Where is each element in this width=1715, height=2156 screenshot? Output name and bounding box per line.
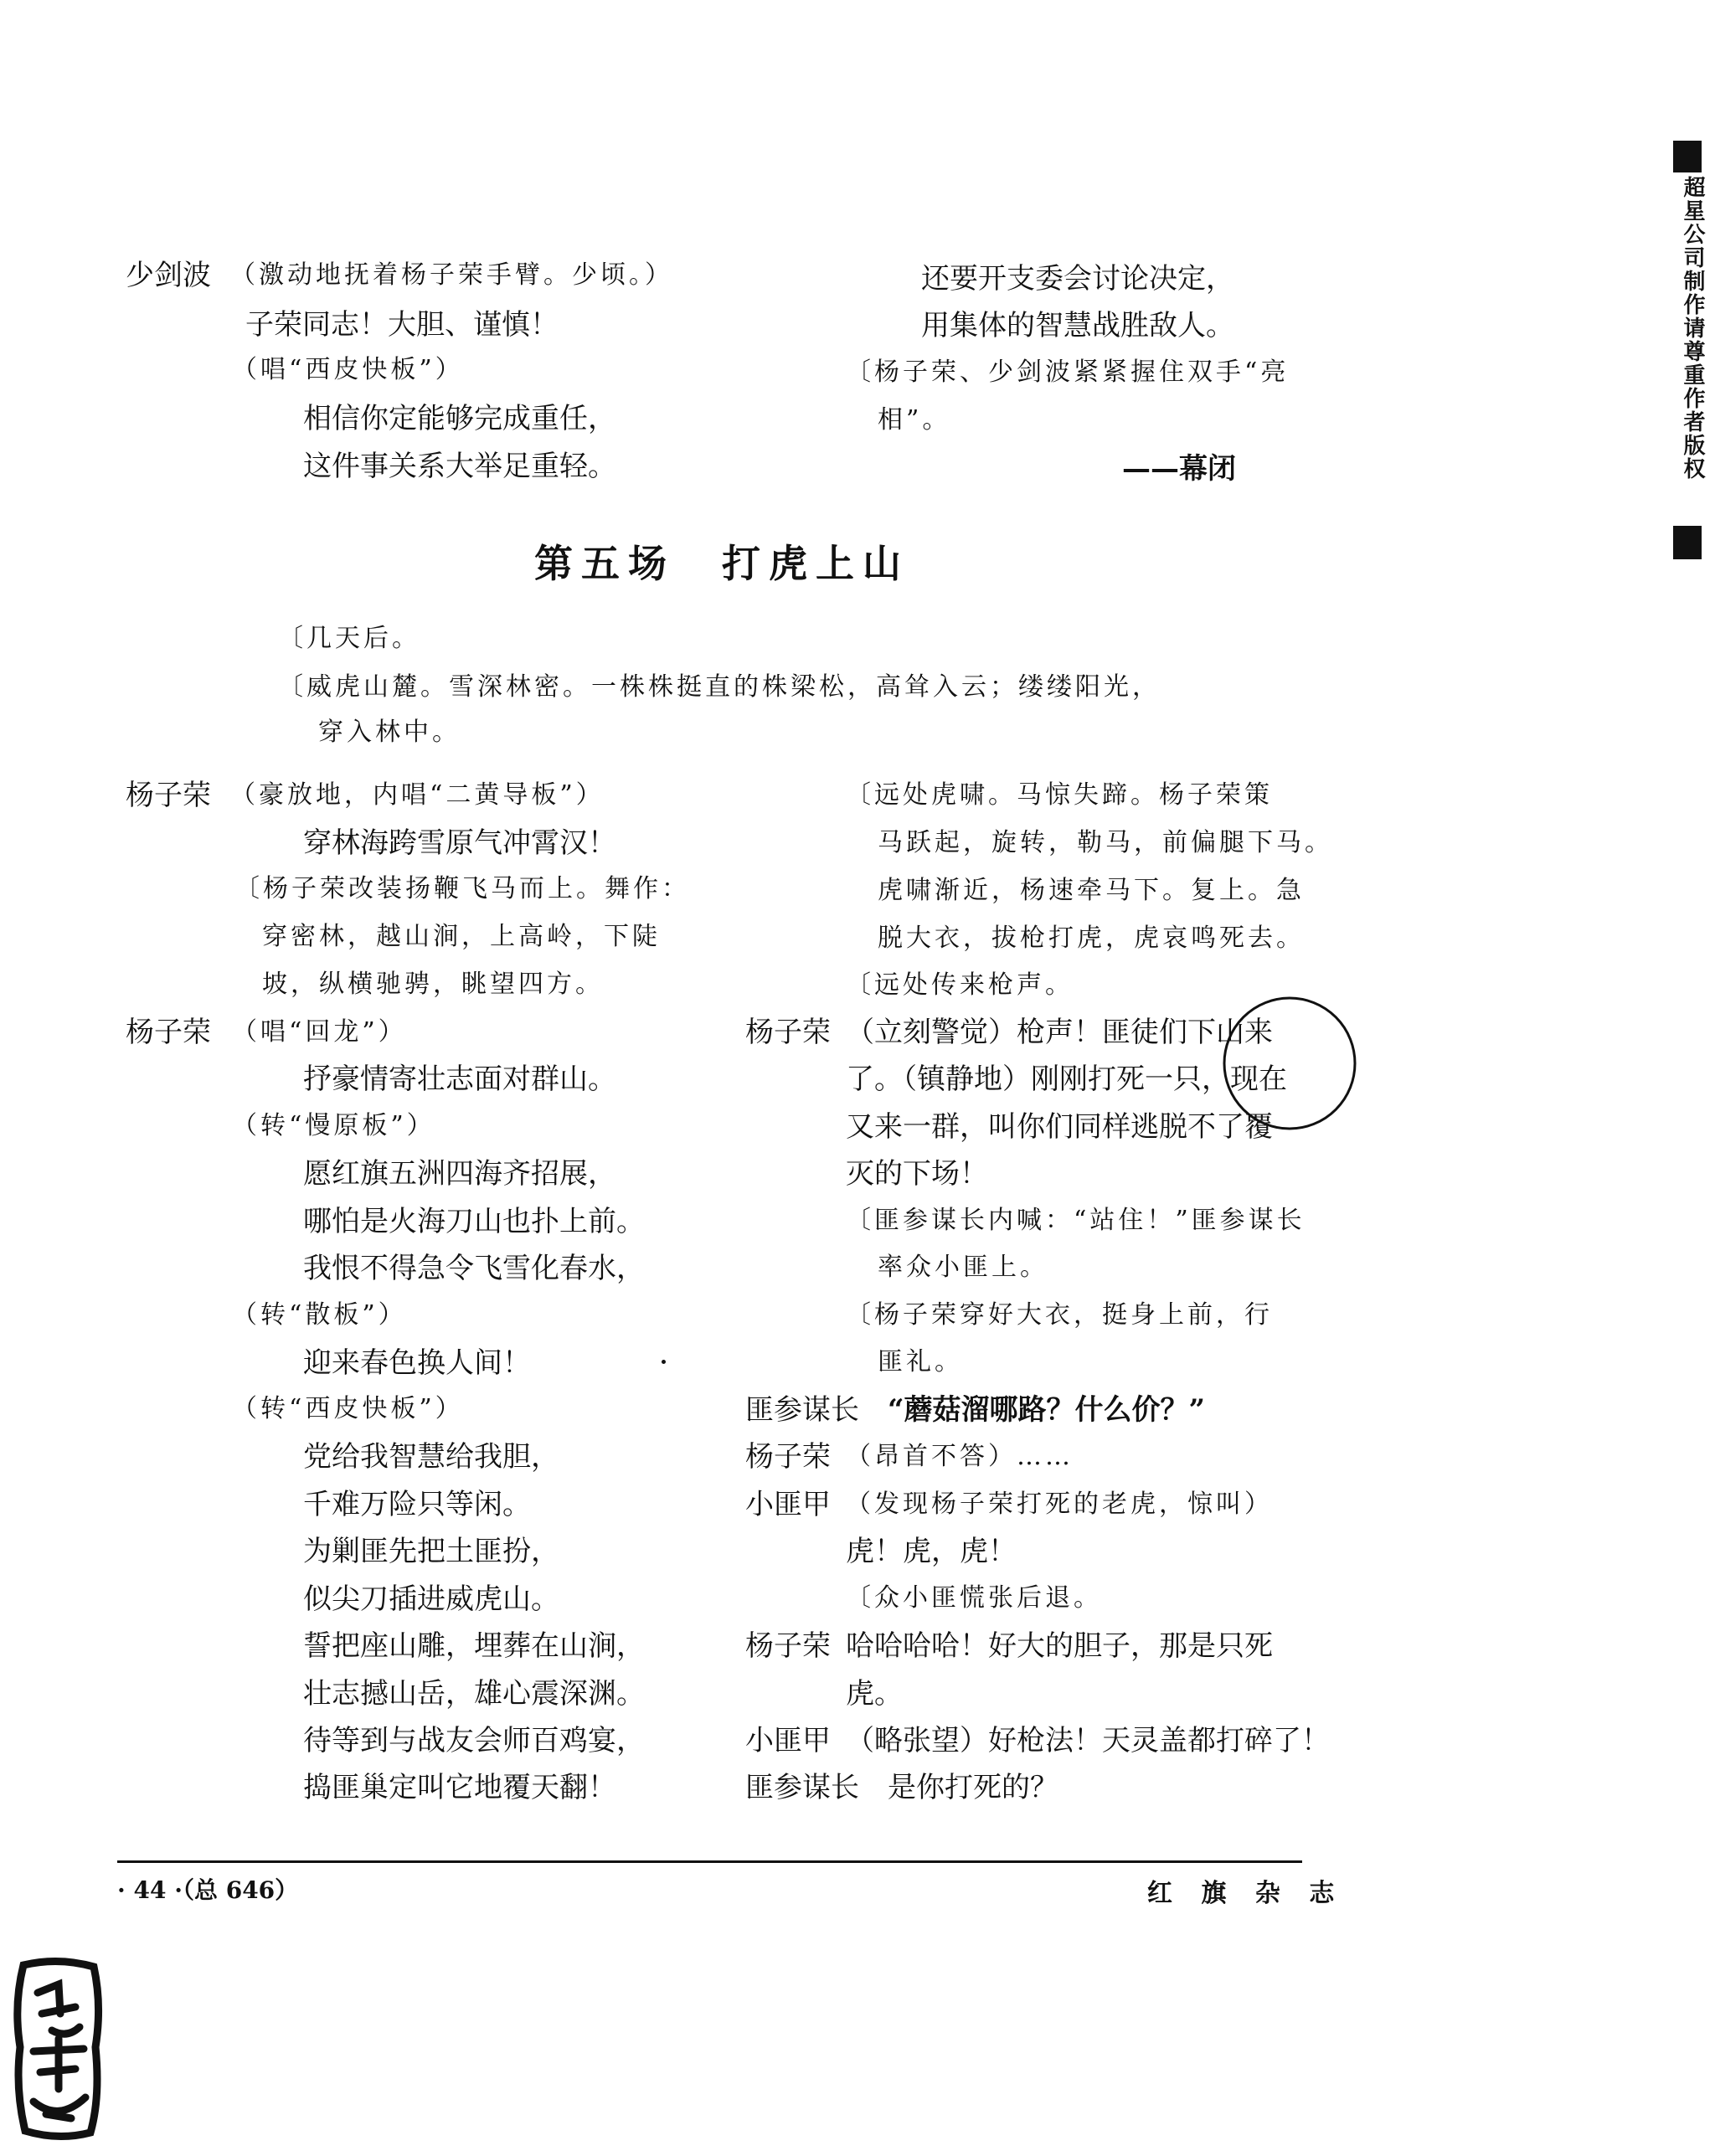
lyric-line: 穿林海跨雪原气冲霄汉！ xyxy=(303,826,616,860)
scene-title: 第五场 打虎上山 xyxy=(534,541,909,586)
side-bar-bottom xyxy=(1673,526,1702,559)
dialogue-line: 子荣同志！大胆、谨慎！ xyxy=(245,308,559,342)
lyric-line: 待等到与战友会师百鸡宴， xyxy=(303,1724,645,1757)
lyric-line: 为剿匪先把土匪扮， xyxy=(303,1535,559,1568)
dialogue-line: （立刻警觉）枪声！匪徒们下山来 xyxy=(846,1016,1273,1049)
lyric-line: 愿红旗五洲四海齐招展， xyxy=(303,1157,616,1191)
dialogue-line: 哈哈哈哈！好大的胆子，那是只死 xyxy=(846,1629,1273,1663)
stage-direction: 马跃起，旋转，勒马，前偏腿下马。 xyxy=(878,828,1333,857)
dialogue-line: “蘑菇溜哪路？什么价？” xyxy=(888,1393,1206,1427)
dialogue-line: 又来一群，叫你们同样逃脱不了覆 xyxy=(846,1110,1273,1144)
lyric-line: 哪怕是火海刀山也扑上前。 xyxy=(303,1205,645,1238)
aria-note: （唱“西皮快板”） xyxy=(232,355,464,384)
stage-direction: 〔几天后。 xyxy=(278,624,420,653)
lyric-line: 似尖刀插进威虎山。 xyxy=(303,1582,559,1616)
journal-name: 红 旗 杂 志 xyxy=(1147,1879,1345,1908)
lyric-line: 党给我智慧给我胆， xyxy=(303,1440,559,1474)
aria-note: （转“慢原板”） xyxy=(232,1111,435,1140)
dialogue-line: 虎！虎，虎！ xyxy=(846,1535,1017,1568)
lyric-line: 抒豪情寄壮志面对群山。 xyxy=(303,1063,616,1096)
page-number: · 44 ·（总 646） xyxy=(117,1876,299,1904)
dialogue-line: 虎。 xyxy=(846,1677,903,1711)
speaker-yang-zirong: 杨子荣 xyxy=(745,1440,831,1474)
lyric-line: 捣匪巢定叫它地覆天翻！ xyxy=(303,1771,616,1804)
speaker-yang-zirong: 杨子荣 xyxy=(745,1629,831,1663)
stage-direction: 穿入林中。 xyxy=(318,718,461,747)
stage-note: （豪放地，内唱“二黄导板”） xyxy=(230,780,605,810)
stage-direction: 〔杨子荣穿好大衣，挺身上前，行 xyxy=(846,1300,1273,1330)
stage-direction: 相”。 xyxy=(878,405,951,435)
aria-note: （唱“回龙”） xyxy=(232,1017,407,1047)
lyric-line: 用集体的智慧战胜敌人。 xyxy=(921,309,1234,342)
stage-direction: 脱大衣，拔枪打虎，虎哀鸣死去。 xyxy=(878,924,1305,953)
side-bar-top xyxy=(1673,141,1702,172)
stage-direction: 虎啸渐近，杨速牵马下。复上。急 xyxy=(878,876,1305,905)
stage-note: （发现杨子荣打死的老虎，惊叫） xyxy=(846,1490,1273,1519)
speaker-yang-zirong: 杨子荣 xyxy=(126,779,211,812)
stage-direction: 〔远处传来枪声。 xyxy=(846,970,1074,1000)
stray-dot xyxy=(662,1360,666,1364)
speaker-shao-jianbo: 少剑波 xyxy=(126,259,211,292)
stage-direction: 〔杨子荣、少剑波紧紧握住双手“亮 xyxy=(846,358,1290,387)
dialogue-line: 是你打死的？ xyxy=(888,1771,1058,1804)
stage-direction: 率众小匪上。 xyxy=(878,1253,1048,1282)
lyric-line: 相信你定能够完成重任， xyxy=(303,402,616,435)
lyric-line: 迎来春色换人间！ xyxy=(303,1346,531,1380)
speaker-yang-zirong: 杨子荣 xyxy=(745,1016,831,1049)
lyric-line: 我恨不得急令飞雪化春水， xyxy=(303,1252,645,1285)
dialogue-line: （略张望）好枪法！天灵盖都打碎了！ xyxy=(846,1724,1330,1757)
lyric-line: 还要开支委会讨论决定， xyxy=(921,262,1234,296)
stage-direction: 〔匪参谋长内喊：“站住！”匪参谋长 xyxy=(846,1206,1306,1235)
speaker-bandit-a: 小匪甲 xyxy=(745,1488,831,1521)
lyric-line: 誓把座山雕，埋葬在山涧， xyxy=(303,1629,645,1663)
seal-stamp-icon xyxy=(8,1955,109,2143)
dialogue-line: 了。（镇静地）刚刚打死一只，现在 xyxy=(846,1063,1287,1096)
circle-annotation-icon xyxy=(1218,992,1361,1135)
lyric-line: 这件事关系大举足重轻。 xyxy=(303,450,616,483)
stage-direction: 〔众小匪慌张后退。 xyxy=(846,1583,1102,1613)
speaker-bandit-a: 小匪甲 xyxy=(745,1724,831,1757)
lyric-line: 壮志撼山岳，雄心震深渊。 xyxy=(303,1677,645,1711)
curtain-close: ——幕闭 xyxy=(1122,452,1236,486)
speaker-yang-zirong: 杨子荣 xyxy=(126,1016,211,1049)
lyric-line: 千难万险只等闲。 xyxy=(303,1488,531,1521)
stage-direction: 匪礼。 xyxy=(878,1347,963,1376)
stage-note: （昂首不答）…… xyxy=(846,1442,1074,1471)
stage-note: （激动地抚着杨子荣手臂。少顷。） xyxy=(230,260,673,290)
speaker-bandit-chief-of-staff: 匪参谋长 xyxy=(745,1771,859,1804)
aria-note: （转“散板”） xyxy=(232,1300,407,1330)
side-copyright-notice: 超星公司制作请尊重作者版权 xyxy=(1680,176,1705,481)
footer-rule xyxy=(117,1860,1302,1863)
stage-direction: 〔威虎山麓。雪深林密。一株株挺直的株梁松，高耸入云；缕缕阳光， xyxy=(278,672,1161,702)
stage-direction: 〔远处虎啸。马惊失蹄。杨子荣策 xyxy=(846,780,1273,810)
stage-direction: 穿密林，越山涧，上高岭，下陡 xyxy=(262,922,661,951)
stage-direction: 〔杨子荣改装扬鞭飞马而上。舞作： xyxy=(234,874,690,903)
aria-note: （转“西皮快板”） xyxy=(232,1394,464,1423)
stage-direction: 坡，纵横驰骋，眺望四方。 xyxy=(262,970,604,999)
speaker-bandit-chief-of-staff: 匪参谋长 xyxy=(745,1393,859,1427)
dialogue-line: 灭的下场！ xyxy=(846,1157,988,1191)
